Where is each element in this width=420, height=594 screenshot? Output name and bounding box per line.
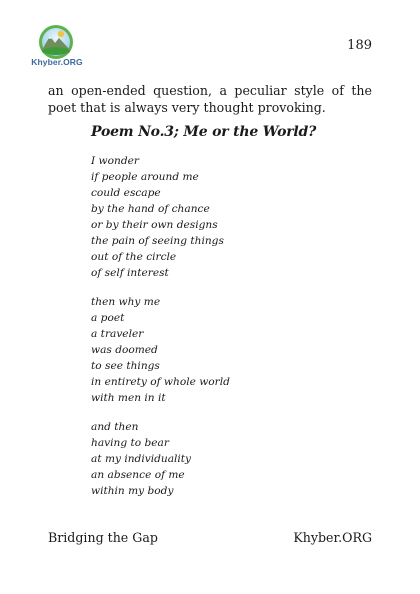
- poem-body: [91, 153, 230, 499]
- poem-line: and then: [91, 421, 139, 433]
- logo-text: Khyber.ORG: [31, 57, 83, 67]
- poem-line: the pain of seeing things: [91, 235, 224, 247]
- poem-line: by the hand of chance: [91, 203, 210, 215]
- poem-line: was doomed: [91, 344, 158, 356]
- poem-line: an absence of me: [91, 469, 185, 481]
- poem-line: at my individuality: [91, 453, 192, 465]
- footer-book-title: Bridging the Gap: [48, 530, 158, 545]
- poem-line: of self interest: [91, 267, 169, 279]
- poem-line: within my body: [91, 485, 174, 497]
- poem-line: I wonder: [91, 155, 139, 167]
- poem-line: a poet: [91, 312, 125, 324]
- poem-line: a traveler: [91, 328, 144, 340]
- page-number: 189: [347, 38, 372, 53]
- poem-line: if people around me: [91, 171, 199, 183]
- poem-line: to see things: [91, 360, 160, 372]
- footer-site-name: Khyber.ORG: [293, 530, 372, 545]
- poem-title: Poem No.3; Me or the World?: [91, 124, 317, 140]
- poem-line: could escape: [91, 187, 161, 199]
- poem-line: having to bear: [91, 437, 169, 449]
- poem-line: in entirety of whole world: [91, 376, 230, 388]
- poem-line: out of the circle: [91, 251, 177, 263]
- poem-line: then why me: [91, 296, 161, 308]
- intro-paragraph: an open-ended question, a peculiar style of the poet that is always very thought provoking.: [48, 83, 372, 115]
- logo-emblem-icon: [28, 22, 84, 62]
- poem-stanza: [91, 294, 230, 406]
- poem-line: or by their own designs: [91, 219, 218, 231]
- poem-stanza: [91, 419, 230, 499]
- poem-line: with men in it: [91, 392, 166, 404]
- poem-stanza: [91, 153, 230, 281]
